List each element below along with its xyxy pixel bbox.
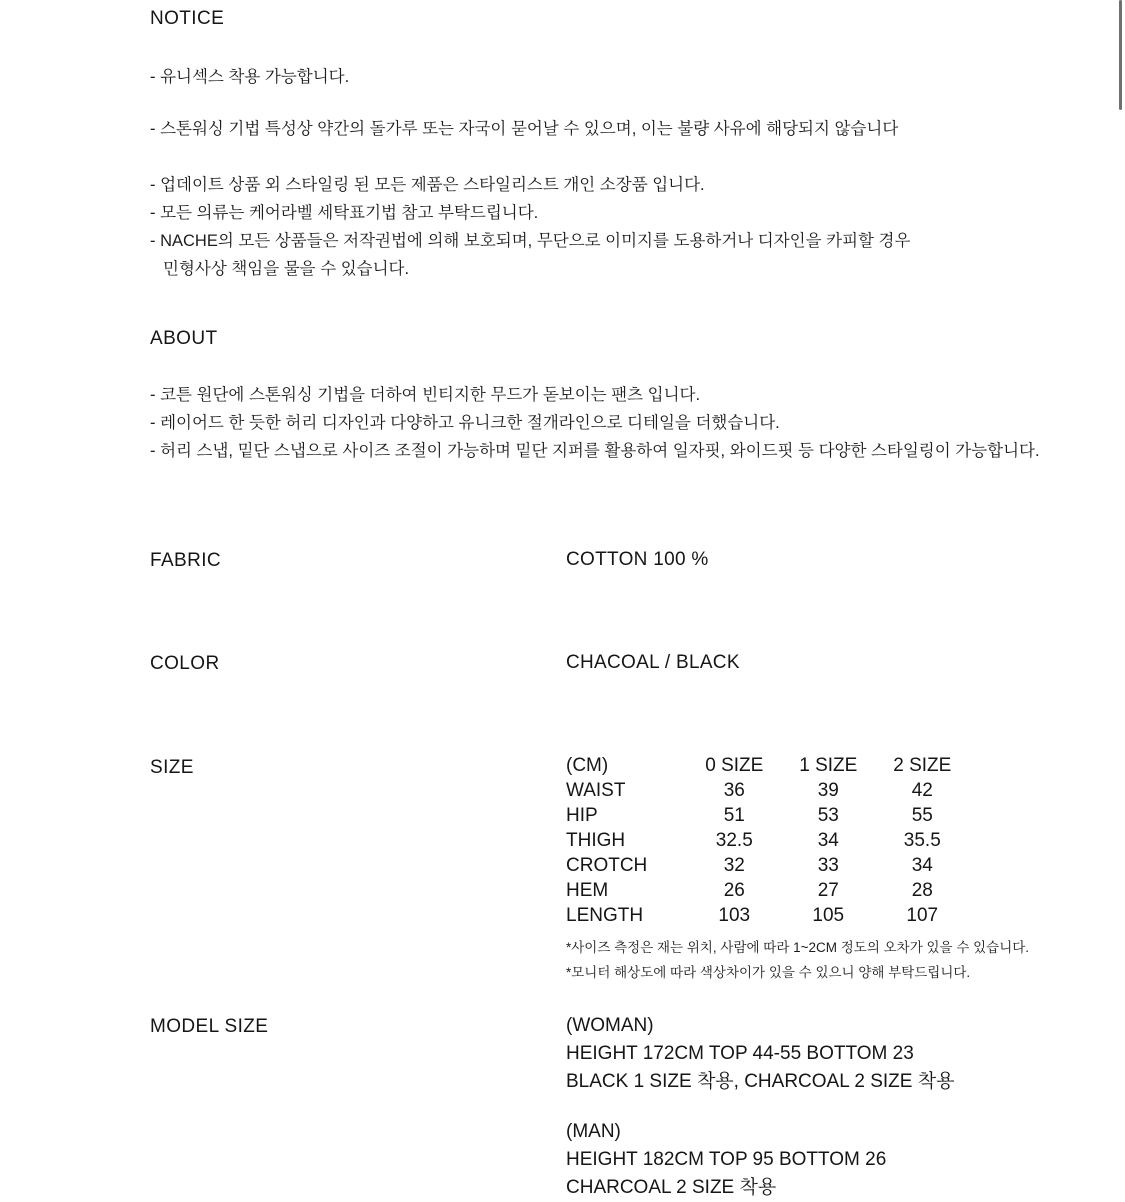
- size-table: [566, 753, 969, 928]
- notice-line: - 모든 의류는 케어라벨 세탁표기법 참고 부탁드립니다.: [150, 204, 539, 222]
- notice-line: - 스톤워싱 기법 특성상 약간의 돌가루 또는 자국이 묻어날 수 있으며, 이는 불량 사유에 해당되지 않습니다: [150, 120, 899, 138]
- model-woman-worn: BLACK 1 SIZE 착용, CHARCOAL 2 SIZE 착용: [566, 1071, 955, 1092]
- size-column-header: 2 SIZE: [893, 755, 952, 776]
- notice-line: - 유니섹스 착용 가능합니다.: [150, 68, 350, 86]
- size-unit-header: (CM): [566, 755, 609, 776]
- size-cell: 32.5: [715, 830, 753, 851]
- notice-line: - NACHE의 모든 상품들은 저작권법에 의해 보호되며, 무단으로 이미지를 도용하거나 디자인을 카피할 경우: [150, 232, 911, 250]
- model-size-label: MODEL SIZE: [150, 1016, 269, 1037]
- table-row: [566, 753, 969, 778]
- table-row: [566, 803, 969, 828]
- table-row: [566, 853, 969, 878]
- table-row: [566, 903, 969, 928]
- color-label: COLOR: [150, 653, 220, 674]
- size-row-label: HEM: [566, 880, 609, 901]
- fabric-value: COTTON 100 %: [566, 549, 709, 570]
- size-column-header: 0 SIZE: [705, 755, 764, 776]
- size-column-header: 1 SIZE: [799, 755, 858, 776]
- size-cell: 39: [817, 780, 839, 801]
- size-cell: 28: [911, 880, 933, 901]
- size-row-label: CROTCH: [566, 855, 648, 876]
- size-table-head: [566, 753, 969, 778]
- size-cell: 55: [911, 805, 933, 826]
- size-cell: 33: [817, 855, 839, 876]
- size-row-label: LENGTH: [566, 905, 644, 926]
- model-size-block: [566, 1012, 954, 1202]
- size-cell: 105: [812, 905, 845, 926]
- size-label: SIZE: [150, 757, 194, 778]
- color-value: CHACOAL / BLACK: [566, 652, 740, 673]
- table-row: [566, 778, 969, 803]
- size-cell: 34: [817, 830, 839, 851]
- size-cell: 34: [911, 855, 933, 876]
- size-table-body: [566, 778, 969, 928]
- size-cell: 27: [817, 880, 839, 901]
- size-cell: 36: [723, 780, 745, 801]
- size-cell: 26: [723, 880, 745, 901]
- model-woman-measurements: HEIGHT 172CM TOP 44-55 BOTTOM 23: [566, 1043, 914, 1064]
- model-man-title: (MAN): [566, 1121, 621, 1142]
- size-row-label: WAIST: [566, 780, 626, 801]
- table-row: [566, 828, 969, 853]
- size-cell: 51: [723, 805, 745, 826]
- notice-heading: NOTICE: [150, 8, 225, 29]
- vertical-scrollbar[interactable]: [1117, 0, 1125, 1201]
- size-cell: 103: [718, 905, 751, 926]
- fabric-label: FABRIC: [150, 550, 222, 571]
- notice-line: 민형사상 책임을 물을 수 있습니다.: [163, 260, 410, 278]
- size-cell: 35.5: [903, 830, 941, 851]
- model-block-spacer: [566, 1096, 954, 1118]
- size-note: *사이즈 측정은 재는 위치, 사람에 따라 1~2CM 정도의 오차가 있을 수 있습니다.: [566, 940, 1030, 955]
- scrollbar-thumb[interactable]: [1119, 0, 1122, 110]
- model-man-measurements: HEIGHT 182CM TOP 95 BOTTOM 26: [566, 1149, 887, 1170]
- about-heading: ABOUT: [150, 328, 218, 349]
- model-woman-title: (WOMAN): [566, 1015, 654, 1036]
- size-note: *모니터 해상도에 따라 색상차이가 있을 수 있으니 양해 부탁드립니다.: [566, 965, 971, 980]
- size-row-label: THIGH: [566, 830, 626, 851]
- notice-line: - 업데이트 상품 외 스타일링 된 모든 제품은 스타일리스트 개인 소장품 입니다.: [150, 176, 705, 194]
- about-line: - 코튼 원단에 스톤워싱 기법을 더하여 빈티지한 무드가 돋보이는 팬츠 입니다.: [150, 386, 701, 404]
- size-table-container: [566, 753, 1029, 984]
- size-row-label: HIP: [566, 805, 598, 826]
- size-cell: 53: [817, 805, 839, 826]
- size-cell: 42: [911, 780, 933, 801]
- model-man-worn: CHARCOAL 2 SIZE 착용: [566, 1177, 777, 1198]
- about-line: - 허리 스냅, 밑단 스냅으로 사이즈 조절이 가능하며 밑단 지퍼를 활용하여 일자핏, 와이드핏 등 다양한 스타일링이 가능합니다.: [150, 442, 1040, 460]
- about-line: - 레이어드 한 듯한 허리 디자인과 다양하고 유니크한 절개라인으로 디테일을 더했습니다.: [150, 414, 780, 432]
- table-row: [566, 878, 969, 903]
- size-cell: 107: [906, 905, 939, 926]
- size-cell: 32: [723, 855, 745, 876]
